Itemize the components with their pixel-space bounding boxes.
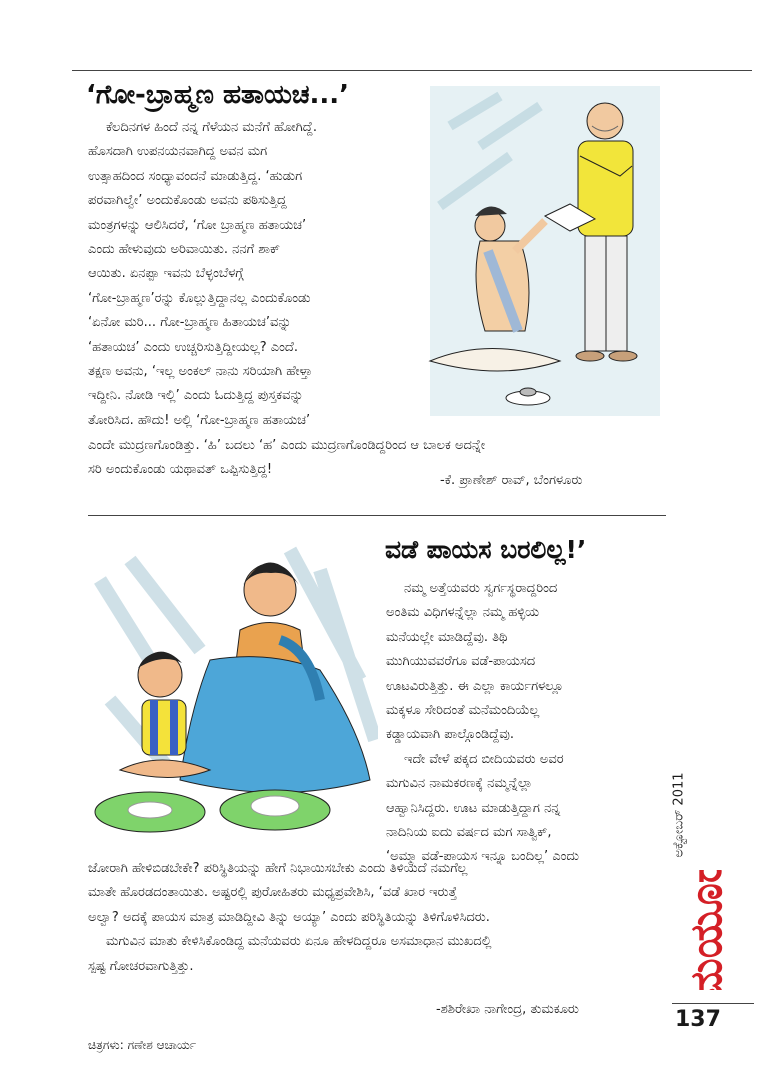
story1-line: ‘ಏನೋ ಮರಿ... ಗೋ-ಬ್ರಾಹ್ಮಣ ಹಿತಾಯಚ’ವನ್ನು <box>88 315 292 331</box>
story2-line: ಸ್ಪಷ್ಟ ಗೋಚರವಾಗುತ್ತಿತ್ತು. <box>88 958 194 974</box>
story2-line: ಇದೇ ವೇಳೆ ಪಕ್ಕದ ಬೀದಿಯವರು ಅವರ <box>404 751 564 767</box>
story2-line: ಮಾತೇ ಹೊರಡದಂತಾಯಿತು. ಅಷ್ಟರಲ್ಲಿ ಪುರೋಹಿತರು ಮಧ್ಯಪ್ರವೇಶಿಸಿ, ‘ವಡೆ ಖಾರ ಇರುತ್ತೆ <box>88 885 458 901</box>
story2-line: ‘ಅಮ್ಮಾ ವಡೆ-ಪಾಯಸ ಇನ್ನೂ ಬಂದಿಲ್ಲ’ ಎಂದು <box>386 849 579 865</box>
story2-body-full <box>88 857 668 979</box>
story1-line: ಕೆಲದಿನಗಳ ಹಿಂದೆ ನನ್ನ ಗೆಳೆಯನ ಮನೆಗೆ ಹೋಗಿದ್ದೆ. <box>106 120 318 135</box>
story1-line: ತಕ್ಷಣ ಅವನು, ‘ಇಲ್ಲ ಅಂಕಲ್ ನಾನು ಸರಿಯಾಗಿ ಹೇಳ್ತಾ <box>88 364 313 380</box>
story1-title: ‘ಗೋ-ಬ್ರಾಹ್ಮಣ ಹತಾಯಚ...’ <box>86 80 350 110</box>
story1-line: ಹೊಸದಾಗಿ ಉಪನಯನವಾಗಿದ್ದ ಅವನ ಮಗ <box>88 144 268 160</box>
svg-text:ಮಯೂರ: ಮಯೂರ <box>681 870 732 990</box>
story2-line: ಅಂತಿಮ ವಿಧಿಗಳನ್ನೆಲ್ಲಾ ನಮ್ಮ ಹಳ್ಳಿಯ <box>386 605 540 621</box>
story2-line: ಆಹ್ವಾನಿಸಿದ್ದರು. ಊಟ ಮಾಡುತ್ತಿದ್ದಾಗ ನನ್ನ <box>386 800 561 816</box>
story1-line: ತೋರಿಸಿದ. ಹೌದು! ಅಲ್ಲಿ ‘ಗೋ-ಬ್ರಾಹ್ಮಣ ಹತಾಯಚ’ <box>88 412 311 428</box>
story2-line: ಊಟವಿರುತ್ತಿತ್ತು. ಈ ಎಲ್ಲಾ ಕಾರ್ಯಗಳಲ್ಲೂ <box>386 678 564 694</box>
story2-body-wrapped <box>386 577 668 870</box>
story2-line: ಮಗುವಿನ ನಾಮಕರಣಕ್ಕೆ ನಮ್ಮನ್ನೆಲ್ಲಾ <box>386 776 533 792</box>
story1-line: ‘ಗೋ-ಬ್ರಾಹ್ಮಣ’ರನ್ನು ಕೊಲ್ಲುತ್ತಿದ್ದಾನಲ್ಲ ಎಂದುಕೊಂಡು <box>88 290 311 306</box>
story2-line: ಕಡ್ಡಾಯವಾಗಿ ಪಾಲ್ಗೊಂಡಿದ್ದೆವು. <box>386 727 514 743</box>
story2-line: ಮಕ್ಕಳೂ ಸೇರಿದಂತೆ ಮನೆಮಂದಿಯೆಲ್ಲ <box>386 703 540 719</box>
story1-line: ಉತ್ಸಾಹದಿಂದ ಸಂಧ್ಯಾವಂದನೆ ಮಾಡುತ್ತಿದ್ದ. ‘ಹುಡುಗ <box>88 168 303 184</box>
story1-line: ಆಯಿತು. ಏನಪ್ಪಾ ಇವನು ಬೆಳ್ಳಂಬೆಳಗ್ಗೆ <box>88 266 244 282</box>
middle-rule <box>88 515 666 516</box>
story1-line: ಪರವಾಗಿಲ್ವೇ’ ಅಂದುಕೊಂಡು ಅವನು ಪಠಿಸುತ್ತಿದ್ದ <box>88 193 287 209</box>
story2-line: ಅಲ್ವಾ? ಅದಕ್ಕೆ ಪಾಯಸ ಮಾತ್ರ ಮಾಡಿದ್ದೀವಿ ತಿನ್ನು ಅಯ್ಯಾ’ ಎಂದು ಪರಿಸ್ಥಿತಿಯನ್ನು ತಿಳಿಗೊಳಿಸಿದರು. <box>88 909 490 925</box>
story2-line: ಮನೆಯಲ್ಲೇ ಮಾಡಿದ್ದೆವು. ತಿಥಿ <box>386 629 508 645</box>
story1-signature: -ಕೆ. ಪ್ರಾಣೇಶ್ ರಾವ್, ಬೆಂಗಳೂರು <box>440 473 583 488</box>
page-number: 137 <box>675 1007 721 1032</box>
issue-date <box>664 770 694 860</box>
illustration-credit: ಚಿತ್ರಗಳು: ಗಣೇಶ ಆಚಾರ್ಯ <box>88 1038 197 1052</box>
illustration-mother-child-eating <box>90 540 378 838</box>
magazine-logo <box>664 870 750 990</box>
story2-line: ಜೋರಾಗಿ ಹೇಳಿಬಿಡಬೇಕೇ? ಪರಿಸ್ಥಿತಿಯನ್ನು ಹೇಗೆ ನಿಭಾಯಿಸಬೇಕು ಎಂದು ತಿಳಿಯದೆ ನಮಗೆಲ್ಲ <box>88 861 468 876</box>
story1-line: ಮಂತ್ರಗಳನ್ನು ಆಲಿಸಿದರೆ, ‘ಗೋ ಬ್ರಾಹ್ಮಣ ಹತಾಯಚ’ <box>88 217 307 233</box>
story1-line: ಇದ್ದೀನಿ. ನೋಡಿ ಇಲ್ಲಿ’ ಎಂದು ಓದುತ್ತಿದ್ದ ಪುಸ್ತಕವನ್ನು <box>88 388 304 404</box>
story1-line: ‘ಹತಾಯಚ’ ಎಂದು ಉಚ್ಚರಿಸುತ್ತಿದ್ದೀಯಲ್ಲ? ಎಂದೆ. <box>88 339 298 355</box>
story1-line: ಎಂದೇ ಮುದ್ರಣಗೊಂಡಿತ್ತು. ‘ಹಿ’ ಬದಲು ‘ಹ’ ಎಂದು ಮುದ್ರಣಗೊಂಡಿದ್ದರಿಂದ ಆ ಬಾಲಕ ಅದನ್ನೇ <box>88 438 486 453</box>
story2-line: ನಮ್ಮ ಅತ್ತೆಯವರು ಸ್ವರ್ಗಸ್ಥರಾದ್ದರಿಂದ <box>404 581 558 596</box>
story2-signature: -ಶಶಿರೇಖಾ ನಾಗೇಂದ್ರ, ತುಮಕೂರು <box>436 1002 579 1017</box>
story1-line: ಎಂದು ಹೇಳುವುದು ಅರಿವಾಯಿತು. ನನಗೆ ಶಾಕ್ <box>88 242 281 258</box>
footer-rule <box>672 1003 754 1004</box>
issue-date-text: ಅಕ್ಟೋಬರ್ 2011 <box>671 772 687 858</box>
top-rule <box>72 70 752 71</box>
illustration-boy-reading-mantra <box>420 86 660 416</box>
story1-body-wrapped <box>88 116 418 433</box>
story2-line: ನಾದಿನಿಯ ಐದು ವರ್ಷದ ಮಗ ಸಾತ್ವಿಕ್, <box>386 825 552 841</box>
story1-line: ಸರಿ ಅಂದುಕೊಂಡು ಯಥಾವತ್ ಒಪ್ಪಿಸುತ್ತಿದ್ದ! <box>88 462 273 478</box>
story2-line: ಮಗುವಿನ ಮಾತು ಕೇಳಿಸಿಕೊಂಡಿದ್ದ ಮನೆಯವರು ಏನೂ ಹೇಳದಿದ್ದರೂ ಅಸಮಾಧಾನ ಮುಖದಲ್ಲಿ <box>106 934 492 950</box>
story2-title: ವಡೆ ಪಾಯಸ ಬರಲಿಲ್ಲ!’ <box>385 535 587 564</box>
story2-line: ಮುಗಿಯುವವರೆಗೂ ವಡೆ-ಪಾಯಸದ <box>386 654 536 670</box>
